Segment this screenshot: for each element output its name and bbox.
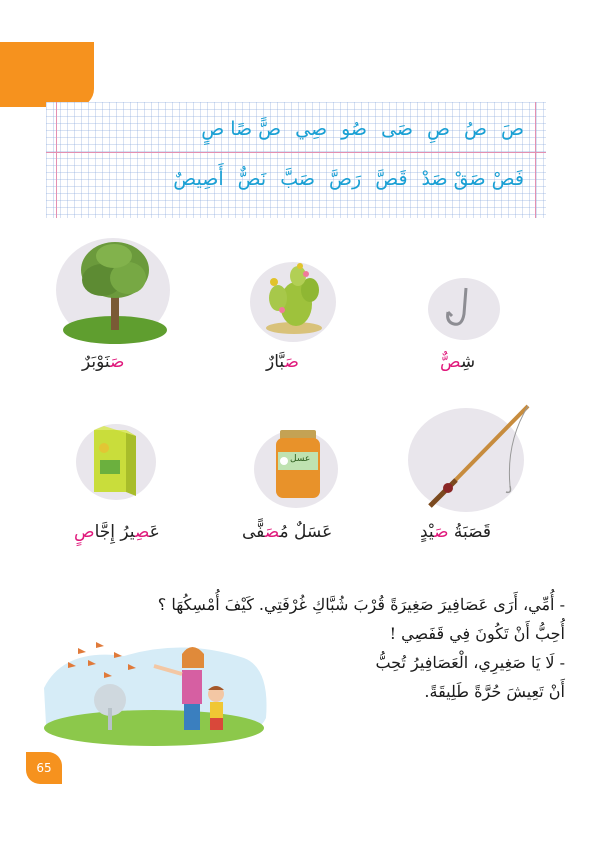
word: أَصِيصٌ <box>173 168 224 190</box>
word: قَصَّ <box>375 168 408 190</box>
honey-jar-icon <box>270 428 326 500</box>
syllable: صُ <box>464 118 488 140</box>
letter-practice-grid <box>46 102 546 218</box>
word: صَدْ <box>421 168 448 190</box>
story-line-2: أُحِبُّ أَنْ تَكُونَ فِي قَفَصِي ! <box>389 624 565 643</box>
syllable: صَ <box>501 118 524 140</box>
honey-label: عَسَلٌ مُصَفًّى <box>242 522 333 542</box>
syllable: صَى <box>381 118 414 140</box>
chapter-tab <box>0 42 94 107</box>
tree-icon <box>62 240 168 344</box>
syllable: صِ <box>427 118 451 140</box>
fishhook-icon <box>440 284 480 332</box>
row-divider <box>46 152 546 153</box>
word: صَقْ <box>453 168 486 190</box>
syllable: صًا <box>230 118 253 140</box>
cactus-label: صَبَّارٌ <box>266 352 299 372</box>
syllable: صُو <box>341 118 368 140</box>
syllable-row-2 <box>46 168 546 190</box>
fishing-rod-icon <box>410 402 534 512</box>
page-number: 65 <box>26 752 62 784</box>
mother-child-birds-illustration <box>44 628 270 746</box>
word: صَبَّ <box>280 168 316 190</box>
rod-label: قَصَبَةُ صَيْدٍ <box>420 522 492 542</box>
juice-label: عَصِيرُ إِجَّاصٍ <box>74 522 160 542</box>
juice-carton-icon <box>90 426 140 498</box>
word: نَصٌّ <box>237 168 267 190</box>
tree-label: صَنَوْبَرٌ <box>82 352 125 372</box>
story-line-4: أَنْ تَعِيشَ حُرَّةً طَلِيقَةً. <box>424 682 565 701</box>
cactus-icon <box>260 262 328 336</box>
hook-label: شِصٌّ <box>440 352 476 372</box>
word: فَصْ <box>491 168 524 190</box>
story-line-1: - أُمِّي، أَرَى عَصَافِيرَ صَغِيرَةً قُرْبَ شُبَّاكِ غُرْفَتِي. كَيْفَ أُمْسِكُهَا ؟ <box>157 595 565 614</box>
syllable-row-1 <box>46 118 546 140</box>
word: رَصَّ <box>329 168 362 190</box>
syllable: صٍ <box>201 118 225 140</box>
syllable: صًّ <box>258 118 282 140</box>
jar-label-text: عسل <box>290 454 311 464</box>
story-line-3: - لَا يَا صَغِيرِي، الْعَصَافِيرُ تُحِبُّ <box>375 653 565 672</box>
syllable: صِي <box>295 118 328 140</box>
